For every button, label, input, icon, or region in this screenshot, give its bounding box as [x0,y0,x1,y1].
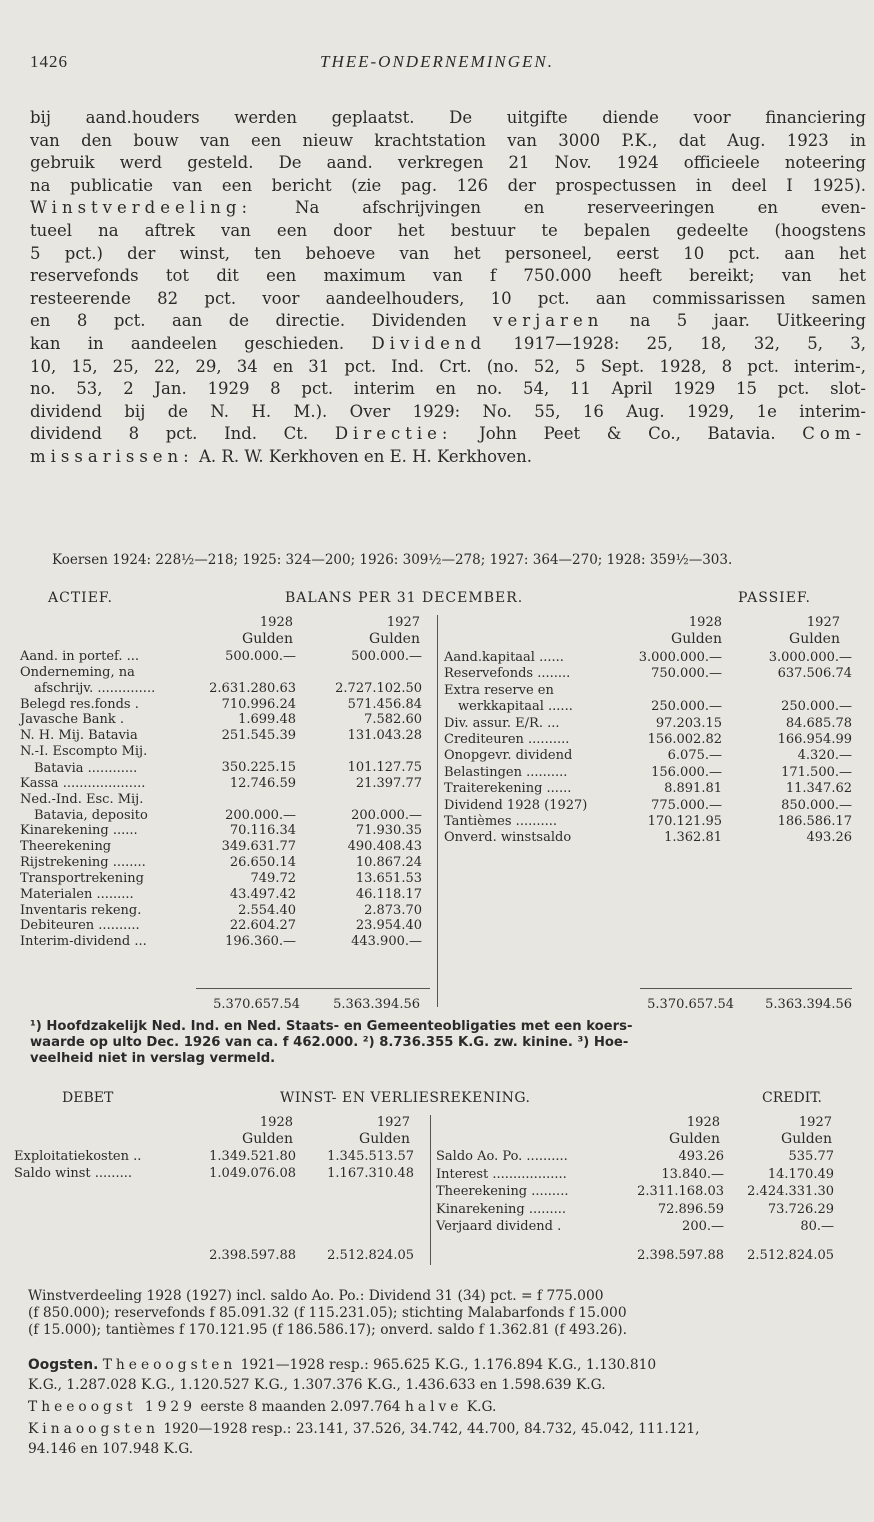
row-value-1927: 11.347.62 [785,781,852,797]
credit-total-a: 2.398.597.88 [637,1248,724,1263]
row-value-1928: 1.362.81 [664,830,722,846]
row-value-1928: 200.— [682,1219,724,1235]
footnote-line: waarde op ulto Dec. 1926 van ca. f 462.000. ²) 8.736.355 K.G. zw. kinine. ³) Hoe- [30,1035,629,1050]
row-label: Onverd. winstsaldo [444,830,572,846]
passief-total-a: 5.370.657.54 [647,997,734,1012]
row-value-1927: 186.586.17 [777,814,852,829]
row-value-1928: 349.631.77 [221,839,296,855]
row-value-1927: 84.685.78 [785,715,852,731]
row-value-1927: 250.000.— [781,699,852,715]
row-value-1928: 2.631.280.63 [209,680,296,696]
row-value-1927: 71.930.35 [355,823,422,839]
row-label: Theerekening [20,839,112,855]
row-label: Onopgevr. dividend [444,748,573,764]
row-value-1927: 14.170.49 [767,1166,834,1182]
intro-line: na publicatie van een bericht (zie pag. 126 der prospectussen in deel I 1925). [30,175,866,195]
footnote [30,1019,632,1067]
balans-col-head-actief-a: 1928 Gulden [242,615,293,648]
balans-col-head-actief-b: 1927 Gulden [369,615,420,648]
winst-heading: Winstverdeeling: [30,198,253,218]
wv-col-head-debet-b: 1927 Gulden [359,1115,410,1148]
row-value-1928: 70.116.34 [229,823,296,839]
row-label: Belastingen .......... [444,764,568,780]
row-label: Materialen ......... [20,886,134,902]
row-label: Exploitatiekosten .. [14,1149,142,1164]
row-value-1927: 3.000.000.— [768,650,852,665]
intro-line: en 8 pct. aan de directie. Dividenden [30,311,467,331]
balans-divider [437,615,438,1007]
halve-word: halve [404,1399,463,1415]
row-label: Traiterekening ...... [444,781,572,797]
row-value-1927: 1.167.310.48 [327,1166,414,1181]
row-value-1927: 500.000.— [351,649,422,664]
row-value-1928: 12.746.59 [229,775,296,791]
row-label: N. H. Mij. Batavia [20,728,138,744]
actief-total-rule [196,988,430,989]
row-value-1928: 43.497.42 [229,886,296,902]
row-value-1927: 101.127.75 [347,759,422,775]
row-value-1928: 350.225.15 [221,759,296,775]
intro-line: tueel na aftrek van een door het bestuur te bepalen gedeelte (hoogstens [30,220,866,240]
row-label: Kassa .................... [20,775,146,791]
row-value-1927: 2.424.331.30 [747,1184,834,1200]
balans-title: BALANS PER 31 DECEMBER. [285,590,524,606]
row-label: Aand.kapitaal ...... [444,650,564,665]
row-value-1927: 490.408.43 [347,839,422,855]
row-value-1928: 1.349.521.80 [209,1149,296,1164]
row-label: Inventaris rekeng. [20,902,142,918]
row-value-1928: 196.360.— [225,934,296,950]
debet-total-a: 2.398.597.88 [209,1248,296,1263]
passief-label: PASSIEF. [738,590,811,606]
oogsten-line: 1921—1928 resp.: 965.625 K.G., 1.176.894 K.G., 1.130.810 [240,1357,657,1373]
dividend-heading: Dividend [371,333,487,353]
winstverdeeling-line: (f 850.000); reservefonds f 85.091.32 (f 115.231.05); stichting Malabarfonds f 15.000 [28,1305,627,1321]
intro-paragraph [30,107,866,469]
row-value-1928: 250.000.— [651,699,722,715]
footnote-line: veelheid niet in verslag vermeld. [30,1051,276,1066]
row-value-1927: 171.500.— [781,764,852,780]
row-label: Div. assur. E/R. ... [444,715,560,731]
row-value-1928: 22.604.27 [229,918,296,934]
intro-line: van den bouw van een nieuw krachtstation van 3000 P.K., dat Aug. 1923 in [30,130,866,150]
page-number: 1426 [30,52,68,71]
row-value-1928: 251.545.39 [221,728,296,744]
intro-line: Na afschrijvingen en reserveeringen en even- [295,198,866,218]
row-label: Rijstrekening ........ [20,855,146,871]
theeoogst-1929-heading: Theeoogst 1929 [28,1399,196,1415]
balans-col-head-passief-a: 1928 Gulden [671,615,722,648]
row-value-1927: 4.320.— [797,748,852,764]
balans-col-head-passief-b: 1927 Gulden [789,615,840,648]
wv-col-head-credit-b: 1927 Gulden [781,1115,832,1148]
row-value-1927: 166.954.99 [777,732,852,747]
row-value-1928: 156.000.— [651,764,722,780]
footnote-line: ¹) Hoofdzakelijk Ned. Ind. en Ned. Staats- en Gemeenteobligaties met een koers- [30,1019,633,1034]
intro-line: 1917—1928: 25, 18, 32, 5, 3, [513,333,866,353]
row-label: Kinarekening ...... [20,823,138,839]
row-value-1927: 23.954.40 [355,918,422,934]
row-label: Aand. in portef. ... [20,649,140,664]
intro-line: dividend bij de N. H. M.). Over 1929: No. 55, 16 Aug. 1929, 1e interim- [30,401,866,421]
row-value-1928: 2.554.40 [238,902,296,918]
winstverdeeling-line: (f 15.000); tantièmes f 170.121.95 (f 186.586.17); onverd. saldo f 1.362.81 (f 493.26). [28,1322,628,1338]
koersen-line: Koersen 1924: 228½—218; 1925: 324—200; 1926: 309½—278; 1927: 364—270; 1928: 359½—303. [52,552,733,568]
wv-divider [430,1115,431,1265]
row-value-1928: 2.311.168.03 [637,1184,724,1200]
row-label: Belegd res.fonds . [20,696,139,712]
row-label: Saldo Ao. Po. .......... [436,1149,568,1164]
passief-total-b: 5.363.394.56 [765,997,852,1012]
row-value-1927: 2.873.70 [364,902,422,918]
row-value-1927: 80.— [800,1219,834,1235]
intro-line: bij aand.houders werden geplaatst. De uitgifte diende voor financiering [30,108,866,127]
row-value-1927: 1.345.513.57 [327,1149,414,1164]
intro-line: gebruik werd gesteld. De aand. verkregen 21 Nov. 1924 officieele noteering [30,153,866,173]
row-value-1927: 13.651.53 [355,870,422,886]
kina-line: 94.146 en 107.948 K.G. [28,1441,194,1457]
credit-total-b: 2.512.824.05 [747,1248,834,1263]
row-value-1928: 750.000.— [651,666,722,682]
row-value-1928: 156.002.82 [647,732,722,747]
intro-line: 10, 15, 25, 22, 29, 34 en 31 pct. Ind. Crt. (no. 52, 5 Sept. 1928, 8 pct. interim-, [30,356,866,376]
commissarissen-heading-b: missarissen: [30,446,194,466]
debet-total-b: 2.512.824.05 [327,1248,414,1263]
intro-line: 5 pct.) der winst, ten behoeve van het personeel, eerst 10 pct. aan het [30,243,866,263]
row-value-1928: 6.075.— [667,748,722,764]
intro-line: reservefonds tot dit een maximum van f 750.000 heeft bereikt; van het [30,266,866,286]
intro-line: no. 53, 2 Jan. 1929 8 pct. interim en no. 54, 11 April 1929 15 pct. slot- [30,379,866,399]
wv-title: WINST- EN VERLIESREKENING. [280,1090,531,1106]
intro-line: A. R. W. Kerkhoven en E. H. Kerkhoven. [199,446,533,466]
row-value-1927: 21.397.77 [355,775,422,791]
row-label: Interest .................. [436,1166,567,1182]
row-value-1928: 775.000.— [651,797,722,813]
winstverdeeling-line: Winstverdeeling 1928 (1927) incl. saldo Ao. Po.: Dividend 31 (34) pct. = f 775.000 [28,1288,604,1304]
intro-line: na 5 jaar. Uitkeering [629,311,866,331]
row-value-1927: 535.77 [788,1149,834,1164]
commissarissen-heading-a: Com- [802,424,867,444]
row-label: Theerekening ......... [436,1184,569,1200]
row-label: Transportrekening [20,870,144,886]
row-value-1927: 200.000.— [351,807,422,823]
row-value-1927: 10.867.24 [355,855,422,871]
intro-line: kan in aandeelen geschieden. [30,333,345,353]
row-value-1927: 443.900.— [351,934,422,950]
row-label: Javasche Bank . [20,712,125,728]
kinaoogsten-heading: Kinaoogsten [28,1421,159,1437]
passief-total-rule [640,988,852,989]
row-label: Onderneming, na afschrijv. .............. [20,664,156,697]
row-value-1927: 46.118.17 [355,886,422,902]
row-label: Verjaard dividend . [436,1219,562,1235]
row-value-1928: 170.121.95 [647,814,722,829]
directie-heading: Directie: [334,424,453,444]
intro-line: John Peet & Co., Batavia. [479,424,776,444]
row-label: Dividend 1928 (1927) [444,797,588,813]
row-value-1927: 637.506.74 [777,666,852,682]
actief-total-b: 5.363.394.56 [333,997,420,1012]
row-label: Interim-dividend ... [20,934,147,950]
row-value-1927: 7.582.60 [364,712,422,728]
row-value-1928: 749.72 [250,870,296,886]
row-value-1928: 97.203.15 [655,715,722,731]
row-value-1928: 200.000.— [225,807,296,823]
row-label: Debiteuren .......... [20,918,140,934]
row-value-1928: 13.840.— [661,1166,724,1182]
row-value-1927: 850.000.— [781,797,852,813]
intro-line: dividend 8 pct. Ind. Ct. [30,424,309,444]
actief-total-a: 5.370.657.54 [213,997,300,1012]
oogsten-block [28,1355,700,1459]
row-value-1927: 493.26 [806,830,852,846]
row-value-1928: 500.000.— [225,649,296,664]
oogsten-heading: Oogsten. [28,1357,99,1373]
row-value-1928: 8.891.81 [664,781,722,797]
row-label: Crediteuren .......... [444,732,570,747]
row-value-1928: 710.996.24 [221,696,296,712]
row-value-1928: 72.896.59 [657,1201,724,1217]
row-label: Saldo winst ......... [14,1166,132,1181]
row-value-1927: 131.043.28 [347,728,422,744]
row-value-1927: 2.727.102.50 [335,680,422,696]
row-value-1928: 493.26 [678,1149,724,1164]
row-value-1928: 3.000.000.— [638,650,722,665]
credit-label: CREDIT. [762,1090,822,1106]
theeoogsten-heading: Theeoogsten [102,1357,237,1373]
intro-line: resteerende 82 pct. voor aandeelhouders, 10 pct. aan commissarissen samen [30,288,866,308]
row-value-1928: 1.049.076.08 [209,1166,296,1181]
row-label: Ned.-Ind. Esc. Mij. Batavia, deposito [20,791,148,824]
debet-label: DEBET [62,1090,114,1106]
row-value-1927: 73.726.29 [767,1201,834,1217]
row-label: Tantièmes .......... [444,814,558,829]
row-label: N.-I. Escompto Mij. Batavia ............ [20,744,148,776]
oogsten-line: eerste 8 maanden 2.097.764 [200,1399,401,1415]
verjaren-heading: verjaren [493,311,604,331]
wv-col-head-debet-a: 1928 Gulden [242,1115,293,1148]
kg-unit: K.G. [466,1399,497,1415]
row-label: Extra reserve en werkkapitaal ...... [444,682,573,715]
row-value-1928: 26.650.14 [229,855,296,871]
row-value-1927: 571.456.84 [347,696,422,712]
running-title: THEE-ONDERNEMINGEN. [320,52,554,71]
row-label: Reservefonds ........ [444,666,571,682]
row-value-1928: 1.699.48 [238,712,296,728]
actief-label: ACTIEF. [48,590,113,606]
oogsten-line: K.G., 1.287.028 K.G., 1.120.527 K.G., 1.307.376 K.G., 1.436.633 en 1.598.639 K.G. [28,1377,606,1393]
kina-line: 1920—1928 resp.: 23.141, 37.526, 34.742, 44.700, 84.732, 45.042, 111.121, [163,1421,700,1437]
wv-col-head-credit-a: 1928 Gulden [669,1115,720,1148]
row-label: Kinarekening ......... [436,1201,567,1217]
winstverdeeling-block [28,1288,627,1339]
